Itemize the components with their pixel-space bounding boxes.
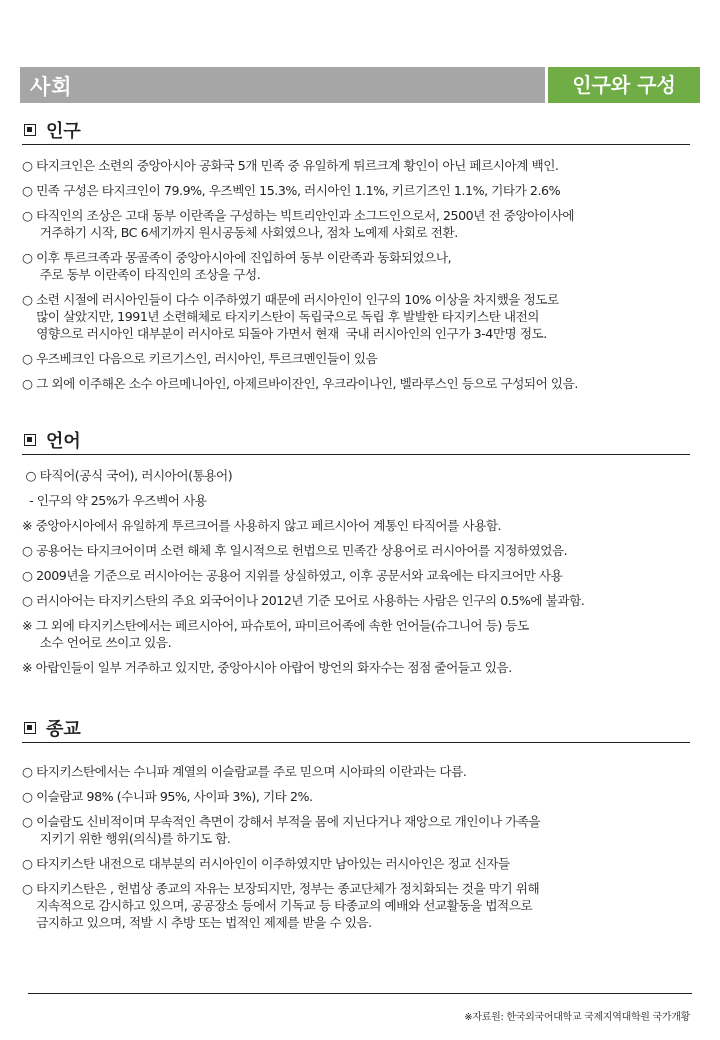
list-item: ○ 소련 시절에 러시아인들이 다수 이주하였기 때문에 러시아인이 인구의 10% 이상을 차지했을 정도로 많이 살았지만, 1991년 소련해체로 타지키스탄이 독립국으로 독립 후 발발한 타지키스탄 내전의 영향으로 러시아인 대부분이 러시아로 되돌아 가면서 현재 국내 러시아인의 인구가 3-4만명 정도. — [22, 292, 559, 341]
list-item: - 인구의 약 25%가 우즈벡어 사용 — [22, 493, 207, 508]
list-item: ○ 이슬람도 신비적이며 무속적인 측면이 강해서 부적을 몸에 지닌다거나 재앙으로 개인이나 가족을 지키기 위한 행위(의식)를 하기도 함. — [22, 814, 541, 846]
section-title-language — [22, 429, 690, 455]
source-note: ※자료원: 한국외국어대학교 국제지역대학원 국가개황 — [464, 1012, 690, 1023]
list-item: ○ 이후 투르크족과 몽골족이 중앙아시아에 진입하여 동부 이란족과 동화되었으나, 주로 동부 이란족이 타직인의 조상을 구성. — [22, 250, 452, 282]
list-item: ○ 타직인의 조상은 고대 동부 이란족을 구성하는 빅트리안인과 소그드인으로서, 2500년 전 중앙아이사에 거주하기 시작, BC 6세기까지 원시공동체 사회였으나, 점차 노예제 사회로 전환. — [22, 208, 575, 240]
section-population — [22, 119, 690, 400]
topic-label: 인구와 구성 — [545, 67, 700, 103]
item-list — [22, 467, 690, 676]
item-list — [22, 763, 690, 931]
section-heading: 언어 — [46, 430, 81, 452]
list-item: ○ 타지키스탄에서는 수니파 계열의 이슬람교를 주로 믿으며 시아파의 이란과는 다름. — [22, 764, 467, 779]
list-item: ○ 타지크인은 소련의 중앙아시아 공화국 5개 민족 중 유일하게 튀르크계 황인이 아닌 페르시아계 백인. — [22, 158, 559, 173]
square-bullet-icon — [24, 124, 36, 136]
category-label: 사회 — [30, 75, 73, 99]
footer-divider — [28, 993, 692, 994]
square-bullet-icon — [24, 722, 36, 734]
list-item: ※ 아랍인들이 일부 거주하고 있지만, 중앙아시아 아랍어 방언의 화자수는 점점 줄어들고 있음. — [22, 660, 512, 675]
section-heading: 종교 — [46, 718, 81, 740]
square-bullet-icon — [24, 434, 36, 446]
section-religion — [22, 717, 690, 939]
list-item: ○ 민족 구성은 타지크인이 79.9%, 우즈벡인 15.3%, 러시아인 1.1%, 키르기즈인 1.1%, 기타가 2.6% — [22, 183, 561, 198]
item-list — [22, 157, 690, 392]
list-item: ○ 2009년을 기준으로 러시아어는 공용어 지위를 상실하였고, 이후 공문서와 교육에는 타지크어만 사용 — [22, 568, 563, 583]
section-heading: 인구 — [46, 120, 81, 142]
list-item: ○ 러시아어는 타지키스탄의 주요 외국어이나 2012년 기준 모어로 사용하는 사람은 인구의 0.5%에 불과함. — [22, 593, 585, 608]
list-item: ○ 타직어(공식 국어), 러시아어(통용어) — [22, 468, 233, 483]
section-title-religion — [22, 717, 690, 743]
section-language — [22, 429, 690, 684]
list-item: ○ 우즈베크인 다음으로 키르기스인, 러시아인, 투르크멘인들이 있음 — [22, 351, 378, 366]
list-item: ※ 그 외에 타지키스탄에서는 페르시아어, 파슈토어, 파미르어족에 속한 언어들(슈그니어 등) 등도 소수 언어로 쓰이고 있음. — [22, 618, 529, 650]
list-item: ○ 이슬람교 98% (수니파 95%, 사이파 3%), 기타 2%. — [22, 789, 313, 804]
list-item: ○ 그 외에 이주해온 소수 아르메니아인, 아제르바이잔인, 우크라이나인, 벨라루스인 등으로 구성되어 있음. — [22, 376, 578, 391]
list-item: ○ 타지키스탄은 , 헌법상 종교의 자유는 보장되지만, 정부는 종교단체가 정치화되는 것을 막기 위해 지속적으로 감시하고 있으며, 공공장소 등에서 기독교 등 타종교의 예배와 선교활동을 법적으로 금지하고 있으며, 적발 시 추방 또는 법적인 제제를 받을 수 있음. — [22, 881, 540, 930]
list-item: ○ 공용어는 타지크어이며 소련 해체 후 일시적으로 헌법으로 민족간 상용어로 러시아어를 지정하였었음. — [22, 543, 568, 558]
list-item: ○ 타지키스탄 내전으로 대부분의 러시아인이 이주하였지만 남아있는 러시아인은 정교 신자들 — [22, 856, 510, 871]
section-title-population — [22, 119, 690, 145]
list-item: ※ 중앙아시아에서 유일하게 투르크어를 사용하지 않고 페르시아어 계통인 타직어를 사용함. — [22, 518, 502, 533]
header-bar — [20, 67, 700, 103]
